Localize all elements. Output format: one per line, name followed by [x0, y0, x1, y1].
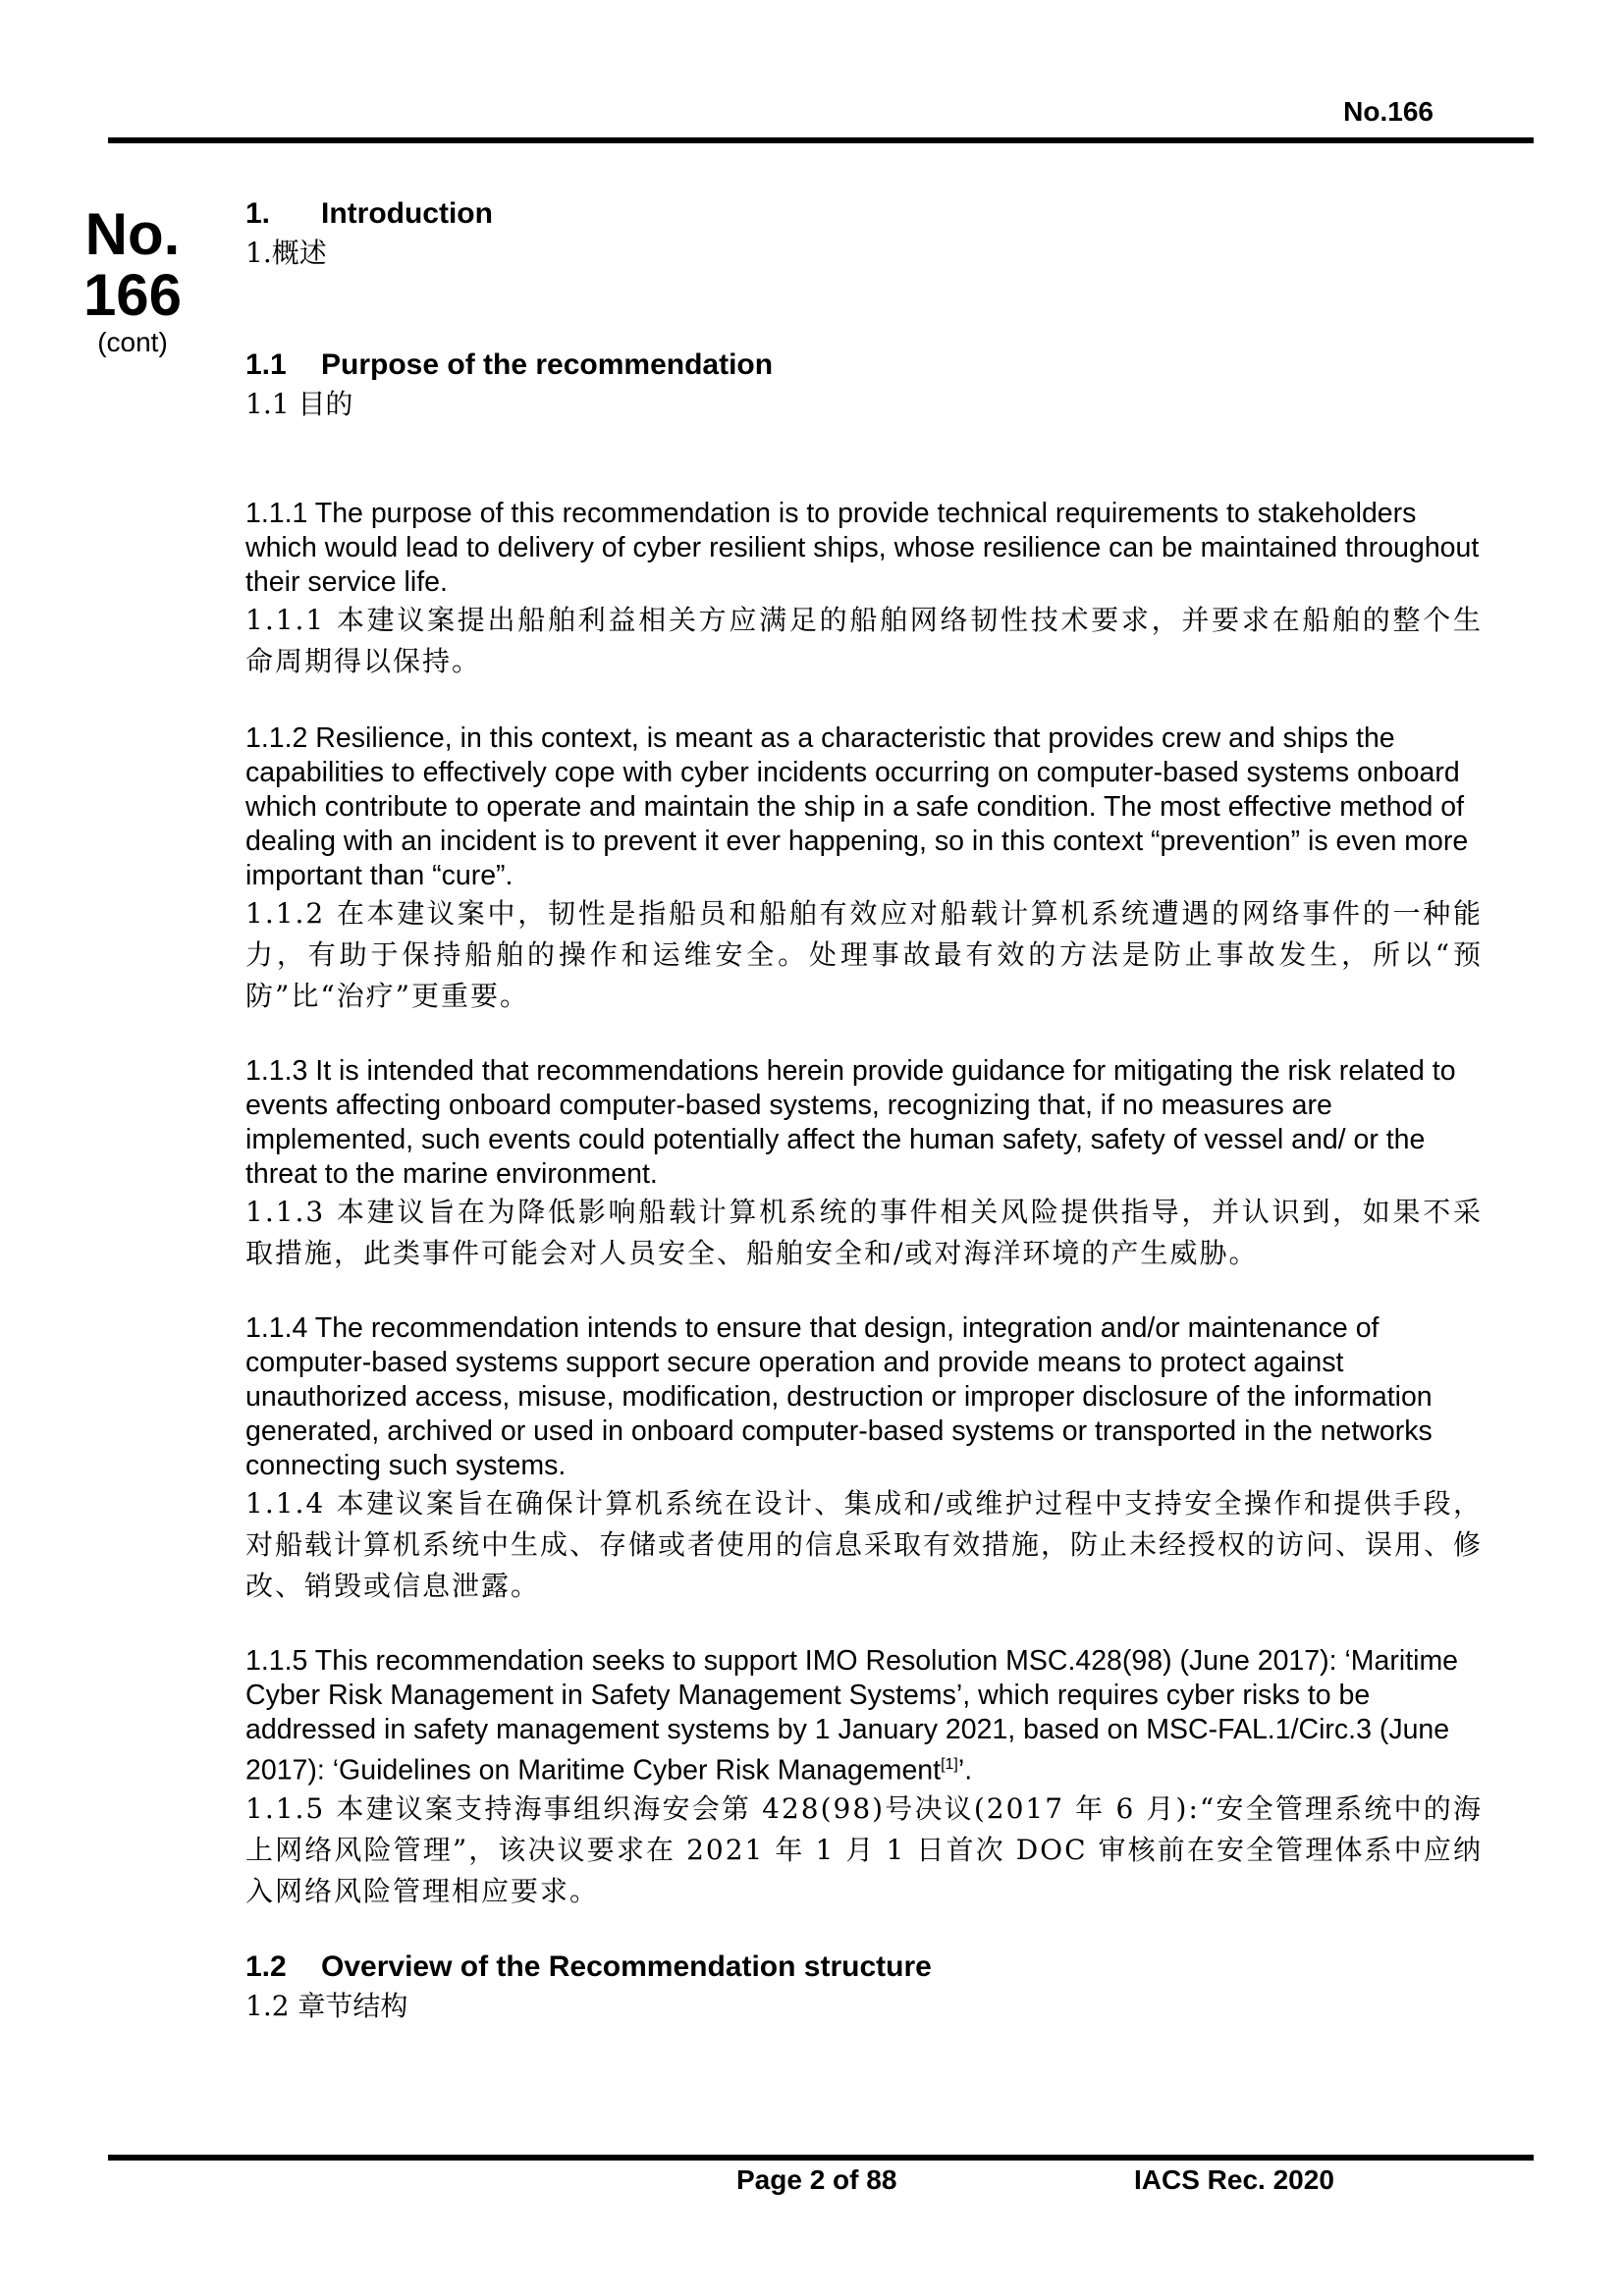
- footnote-link[interactable]: [1]: [941, 1756, 958, 1773]
- footer-rule: [108, 2155, 1534, 2161]
- section-heading-zh: 1.概述: [245, 237, 327, 269]
- side-label: [79, 201, 187, 359]
- paragraph-en: 1.1.1 The purpose of this recommendation is to provide technical requirements to stakeholders which would lead to delivery of cyber resilient ships, whose resilience can be maintained throughout their service life.: [245, 498, 1480, 598]
- paragraph-en: 1.1.2 Resilience, in this context, is meant as a characteristic that provides crew and ships the capabilities to effectively cope with cyber incidents occurring on computer-based systems onboard which contribute to operate and maintain the ship in a safe condition. The most effective method of dealing with an incident is to prevent it ever happening, so in this context “prevention” is even more important than “cure”.: [245, 722, 1469, 891]
- section-heading: [245, 1948, 1483, 1987]
- paragraph-zh: 1.1.1 本建议案提出船舶利益相关方应满足的船舶网络韧性技术要求，并要求在船舶的整个生命周期得以保持。: [245, 604, 1483, 677]
- section-number: 1.1: [245, 348, 287, 381]
- document-number: No.166: [1343, 96, 1434, 127]
- footer-rec: IACS Rec. 2020: [1134, 2164, 1334, 2195]
- paragraph-en: [245, 1644, 1483, 1789]
- section-number: 1.: [245, 197, 271, 230]
- section-title: Purpose of the recommendation: [321, 348, 774, 381]
- document-body: [245, 194, 1483, 2026]
- paragraph-zh: 1.1.2 在本建议案中，韧性是指船员和船舶有效应对船载计算机系统遭遇的网络事件的一种能力，有助于保持船舶的操作和运维安全。处理事故最有效的方法是防止事故发生，所以“预防”比“治疗”更重要。: [245, 897, 1483, 1012]
- paragraph-en: 1.1.4 The recommendation intends to ensure that design, integration and/or maintenance of computer-based systems support secure operation and provide means to protect against unauthorized access, misuse, modification, destruction or improper disclosure of the information generated, archived or used in onboard computer-based systems or transported in the networks connecting such systems.: [245, 1312, 1433, 1481]
- section-heading: [245, 346, 1483, 385]
- paragraph-zh: 1.1.5 本建议案支持海事组织海安会第 428(98)号决议(2017 年 6 月):“安全管理系统中的海上网络风险管理”，该决议要求在 2021 年 1 月 1 日首次 DOC 审核前在安全管理体系中应纳入网络风险管理相应要求。: [245, 1791, 1483, 1907]
- page-number: Page 2 of 88: [736, 2164, 897, 2195]
- section-number: 1.2: [245, 1949, 287, 1983]
- section-heading-zh: 1.1 目的: [245, 388, 353, 420]
- paragraph-text: ’.: [957, 1754, 973, 1787]
- paragraph-en: 1.1.3 It is intended that recommendations herein provide guidance for mitigating the risk related to events affecting onboard computer-based systems, recognizing that, if no measures are implemented, such events could potentially affect the human safety, safety of vessel and/ or the threat to the marine environment.: [245, 1055, 1456, 1190]
- section-heading: [245, 194, 1483, 234]
- header-rule: [108, 137, 1534, 143]
- section-title: Overview of the Recommendation structure: [321, 1949, 932, 1983]
- side-number: 166: [82, 262, 183, 328]
- paragraph-zh: 1.1.4 本建议案旨在确保计算机系统在设计、集成和/或维护过程中支持安全操作和提供手段，对船载计算机系统中生成、存储或者使用的信息采取有效措施，防止未经授权的访问、误用、修改、销毁或信息泄露。: [245, 1487, 1484, 1602]
- section-title: Introduction: [321, 197, 493, 230]
- paragraph-zh: 1.1.3 本建议旨在为降低影响船载计算机系统的事件相关风险提供指导，并认识到，如果不采取措施，此类事件可能会对人员安全、船舶安全和/或对海洋环境的产生威胁。: [245, 1196, 1483, 1269]
- side-cont: (cont): [97, 327, 168, 357]
- paragraph-text: 1.1.5 This recommendation seeks to support IMO Resolution MSC.428(98) (June 2017): ‘Maritime Cyber Risk Management in Safety Management Systems’, which requires cyber risks to be addressed in safety management systems by 1 January 2021, based on MSC-FAL.1/Circ.3 (June 2017): ‘Guidelines on Maritime Cyber Risk Management: [245, 1645, 1459, 1787]
- section-heading-zh: 1.2 章节结构: [245, 1989, 408, 2022]
- side-no-label: No.: [84, 201, 181, 267]
